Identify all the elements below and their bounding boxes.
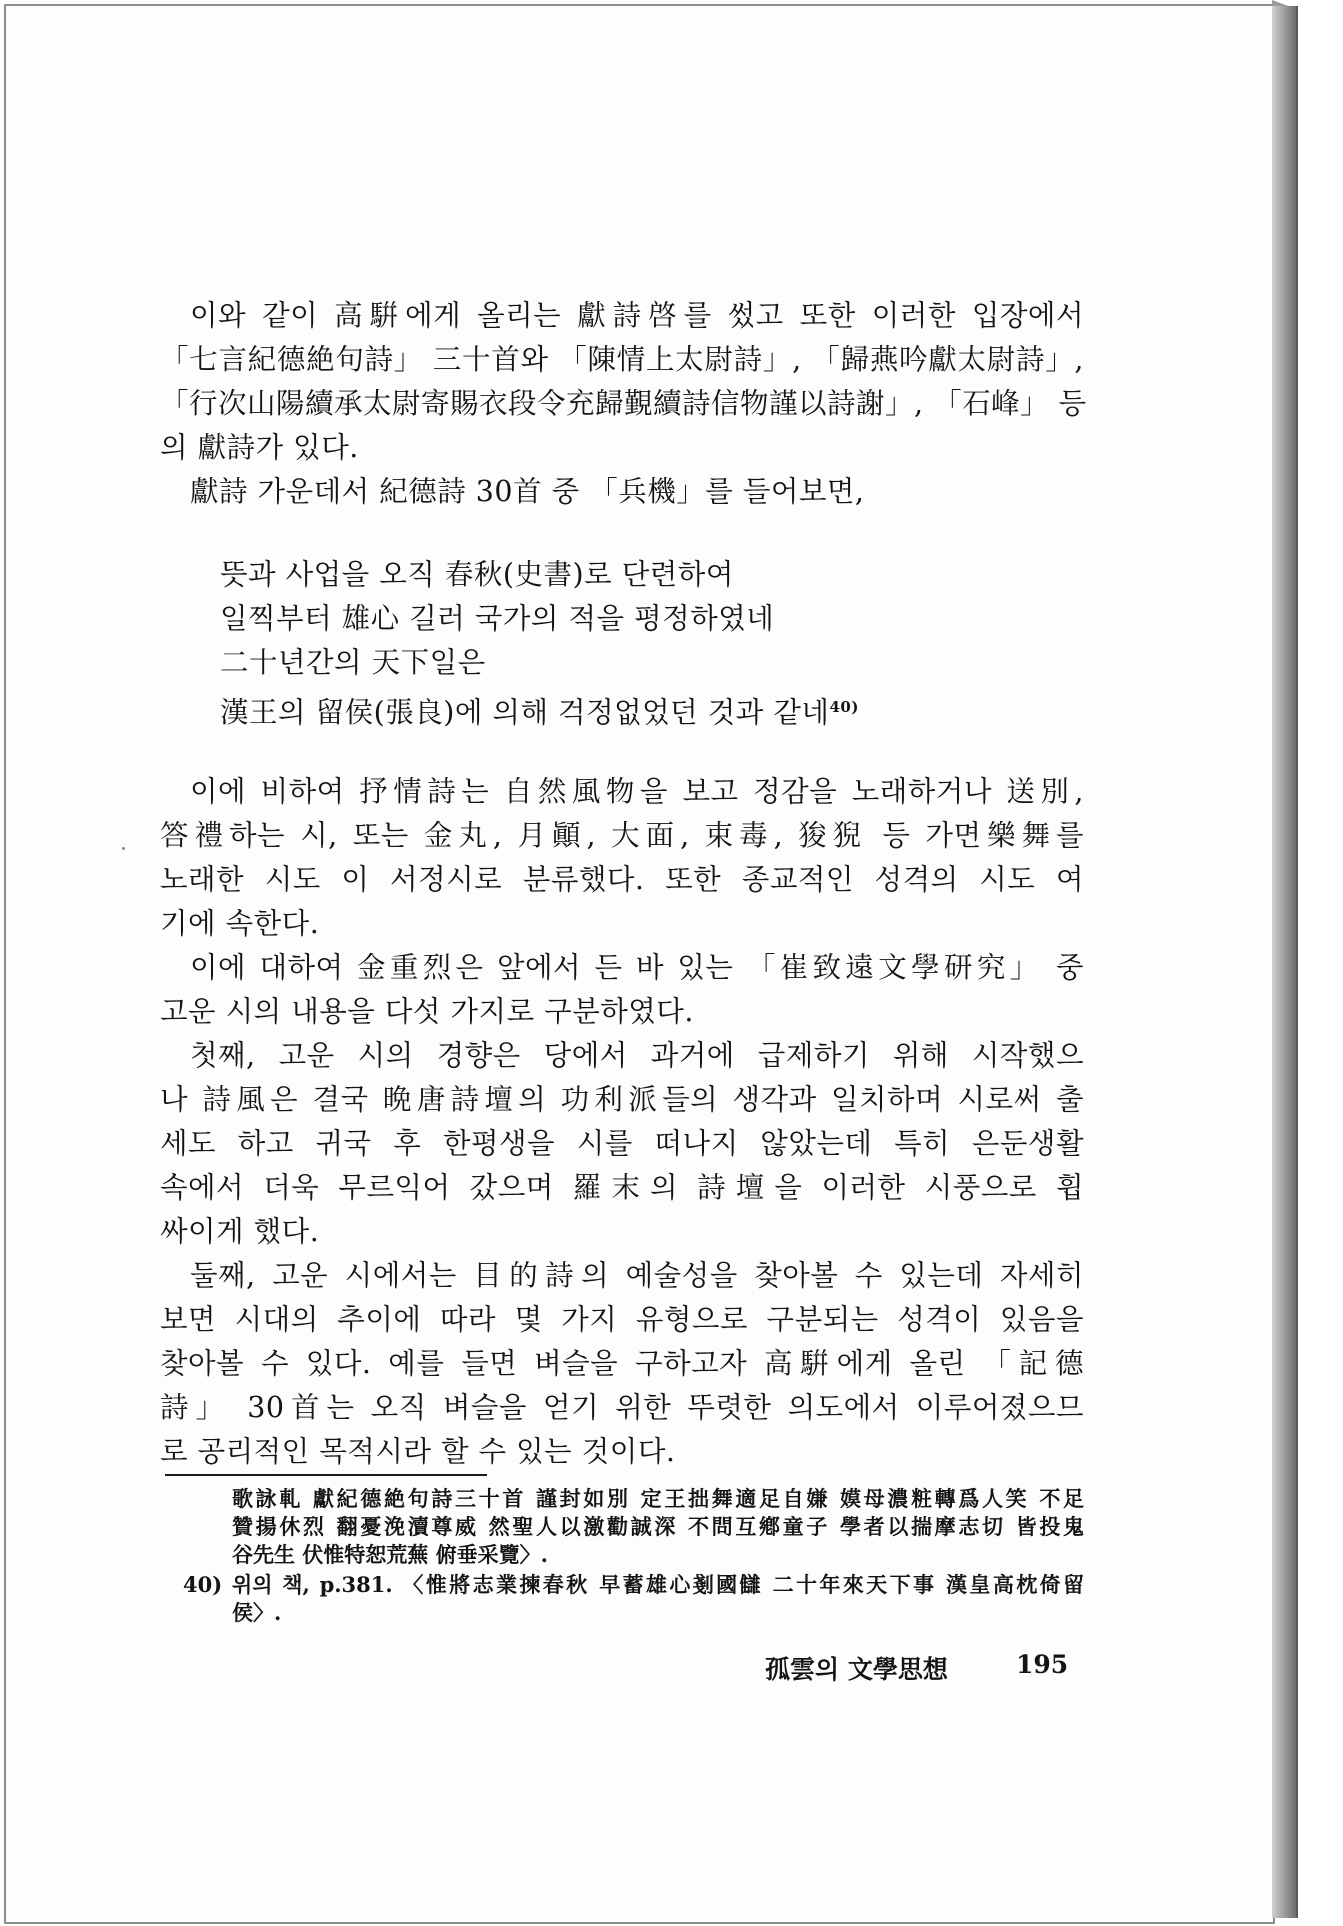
paragraph-line: 이에 대하여 金重烈은 앞에서 든 바 있는 「崔致遠文學研究」 중 (190, 951, 1084, 984)
footnote-line: 侯〉. (232, 1600, 282, 1625)
paragraph-line: 答禮하는 시, 또는 金丸, 月顚, 大面, 束毒, 狻猊 등 가면樂舞를 (160, 819, 1084, 852)
footnote-line: 위의 책, p.381. 〈惟將志業揀春秋 早蓄雄心剗國讎 二十年來天下事 漢皇高枕倚留 (232, 1572, 1084, 1597)
footnote-line: 谷先生 伏惟特恕荒蕪 俯垂采覽〉. (232, 1542, 548, 1567)
poem-line: 二十년간의 天下일은 (220, 646, 486, 679)
paragraph-line: 의 獻詩가 있다. (160, 431, 359, 464)
print-speck (122, 847, 125, 850)
paragraph-line: 첫째, 고운 시의 경향은 당에서 과거에 급제하기 위해 시작했으 (190, 1039, 1084, 1072)
paragraph-line: 찾아볼 수 있다. 예를 들면 벼슬을 구하고자 高騈에게 올린 「記德 (160, 1347, 1084, 1380)
page-number: 195 (1016, 1650, 1069, 1679)
page-stack-edge (1272, 6, 1298, 1918)
paragraph-line: 세도 하고 귀국 후 한평생을 시를 떠나지 않았는데 특히 은둔생활 (160, 1127, 1084, 1160)
paragraph-line: 이에 비하여 抒情詩는 自然風物을 보고 정감을 노래하거나 送別, (190, 775, 1084, 808)
poem-line-text: 漢王의 留侯(張良)에 의해 걱정없었던 것과 같네 (220, 696, 830, 729)
paragraph-line: 「七言紀德絶句詩」 三十首와 「陳情上太尉詩」, 「歸燕吟獻太尉詩」, (160, 343, 1084, 376)
paragraph-line: 獻詩 가운데서 紀德詩 30首 중 「兵機」를 들어보면, (190, 475, 865, 508)
paragraph-line: 나 詩風은 결국 晩唐詩壇의 功利派들의 생각과 일치하며 시로써 출 (160, 1083, 1084, 1116)
paragraph-line: 보면 시대의 추이에 따라 몇 가지 유형으로 구분되는 성격이 있음을 (160, 1303, 1084, 1336)
poem-line: 뜻과 사업을 오직 春秋(史書)로 단련하여 (220, 558, 734, 591)
footnote-line: 歌詠軋 獻紀德絶句詩三十首 謹封如別 定王拙舞適足自嫌 嫫母濃粧轉爲人笑 不足 (232, 1486, 1084, 1511)
poem-line: 일찍부터 雄心 길러 국가의 적을 평정하였네 (220, 602, 775, 635)
footnote-divider (165, 1474, 487, 1476)
paragraph-line: 고운 시의 내용을 다섯 가지로 구분하였다. (160, 995, 694, 1028)
paragraph-line: 속에서 더욱 무르익어 갔으며 羅末의 詩壇을 이러한 시풍으로 휩 (160, 1171, 1084, 1204)
footnote-line: 贊揚休烈 翻憂浼瀆尊威 然聖人以激勸誠深 不問互鄕童子 學者以揣摩志切 皆投鬼 (232, 1514, 1084, 1539)
paragraph-line: 둘째, 고운 시에서는 目的詩의 예술성을 찾아볼 수 있는데 자세히 (190, 1259, 1084, 1292)
poem-line (220, 690, 859, 730)
paragraph-line: 기에 속한다. (160, 907, 320, 940)
running-footer-title: 孤雲의 文學思想 (765, 1655, 948, 1684)
footnote-number: 40) (183, 1572, 223, 1597)
paragraph-line: 노래한 시도 이 서정시로 분류했다. 또한 종교적인 성격의 시도 여 (160, 863, 1084, 896)
paragraph-line: 이와 같이 高騈에게 올리는 獻詩啓를 썼고 또한 이러한 입장에서 (190, 299, 1084, 332)
paragraph-line: 싸이게 했다. (160, 1215, 320, 1248)
paragraph-line: 로 공리적인 목적시라 할 수 있는 것이다. (160, 1435, 676, 1468)
paragraph-line: 「行次山陽續承太尉寄賜衣段令充歸覲續詩信物謹以詩謝」, 「石峰」 등 (160, 387, 1087, 420)
footnote-reference: 40) (829, 698, 859, 716)
paragraph-line: 詩」 30首는 오직 벼슬을 얻기 위한 뚜렷한 의도에서 이루어졌으므 (160, 1391, 1084, 1424)
